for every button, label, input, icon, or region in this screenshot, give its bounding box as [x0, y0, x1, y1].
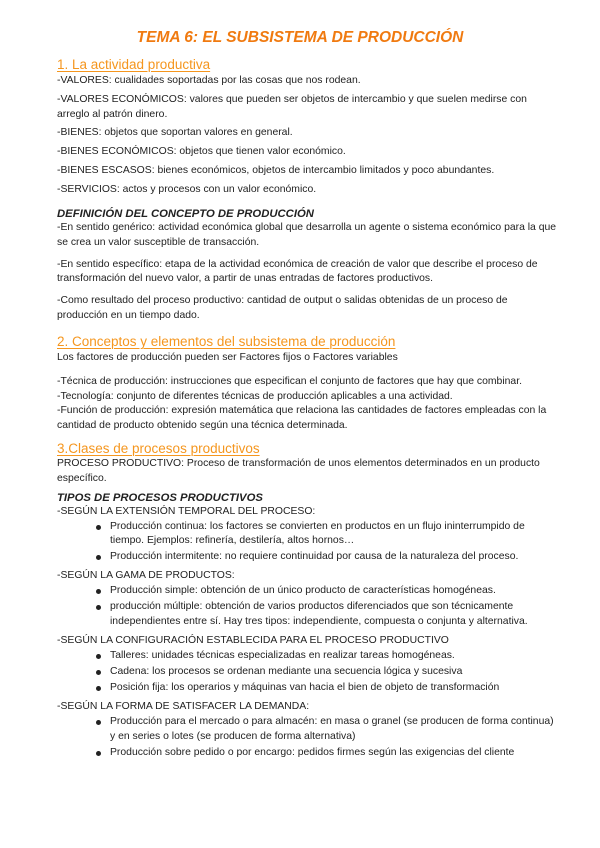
list-item: -Tecnología: conjunto de diferentes técnicas de producción aplicables a una actividad.: [57, 390, 453, 402]
group-label: -SEGÚN LA FORMA DE SATISFACER LA DEMANDA:: [57, 701, 310, 713]
bullet-item: Producción sobre pedido o por encargo: pedidos firmes según las exigencias del cliente: [110, 746, 557, 760]
section-3-intro: PROCESO PRODUCTIVO: Proceso de transformación de unos elementos determinados en un producto específico.: [57, 458, 540, 484]
list-item: -BIENES: objetos que soportan valores en general.: [57, 127, 293, 139]
bullet-item: Cadena: los procesos se ordenan mediante una secuencia lógica y sucesiva: [110, 665, 557, 679]
list-item: -Función de producción: expresión matemática que relaciona las cantidades de factores empleadas con la cantidad de producto obtenido según una técnica determinada.: [57, 405, 547, 432]
section-1-heading: 1. La actividad productiva: [57, 57, 211, 72]
page-title: TEMA 6: EL SUBSISTEMA DE PRODUCCIÓN: [136, 29, 464, 46]
list-item: -VALORES ECONÓMICOS: valores que pueden ser objetos de intercambio y que suelen medirse con arreglo al patrón dinero.: [57, 93, 527, 120]
bullet-list: [57, 715, 557, 760]
bullet-list: [57, 584, 557, 629]
section-1: [57, 57, 557, 198]
section-2-intro: Los factores de producción pueden ser Factores fijos o Factores variables: [57, 352, 398, 363]
group-label: -SEGÚN LA CONFIGURACIÓN ESTABLECIDA PARA EL PROCESO PRODUCTIVO: [57, 634, 449, 646]
section-3: [57, 441, 557, 762]
section-2-heading: 2. Conceptos y elementos del subsistema de producción: [57, 334, 396, 349]
bullet-list: [57, 520, 557, 565]
bullet-item: Producción continua: los factores se convierten en productos en un flujo ininterrumpido de tiempo. Ejemplos: refinería, destilería, altos hornos…: [110, 520, 557, 548]
section-2: [57, 334, 557, 434]
list-item: -Técnica de producción: instrucciones que especifican el conjunto de factores que hay que combinar.: [57, 375, 522, 387]
bullet-list: [57, 649, 557, 696]
bullet-item: Talleres: unidades técnicas especializadas en realizar tareas homogéneas.: [110, 649, 557, 663]
definition-item: -En sentido específico: etapa de la actividad económica de creación de valor que describe el proceso de transformación del nuevo valor, a partir de unas entradas de factores productivos.: [57, 258, 538, 285]
definition-heading: DEFINICIÓN DEL CONCEPTO DE PRODUCCIÓN: [57, 208, 314, 220]
section-3-heading: 3.Clases de procesos productivos: [57, 441, 260, 456]
definition-item: -Como resultado del proceso productivo: cantidad de output o salidas obtenidas de un proceso de producción en un tiempo dado.: [57, 295, 508, 321]
list-item: -BIENES ECONÓMICOS: objetos que tienen valor económico.: [57, 146, 346, 158]
types-heading: TIPOS DE PROCESOS PRODUCTIVOS: [57, 491, 263, 504]
definition-item: -En sentido genérico: actividad económica global que desarrolla un agente o sistema económico para la que se crea un valor susceptible de transacción.: [57, 222, 557, 248]
list-item: -BIENES ESCASOS: bienes económicos, objetos de intercambio limitados y poco abundantes.: [57, 164, 495, 176]
group-label: -SEGÚN LA EXTENSIÓN TEMPORAL DEL PROCESO:: [57, 505, 316, 517]
bullet-item: Posición fija: los operarios y máquinas van hacia el bien de objeto de transformación: [110, 681, 557, 695]
list-item: -SERVICIOS: actos y procesos con un valor económico.: [57, 183, 317, 195]
bullet-item: Producción para el mercado o para almacén: en masa o granel (se producen de forma continua) y en series o lotes (se producen de forma alternativa): [110, 715, 557, 743]
bullet-item: Producción simple: obtención de un único producto de características homogéneas.: [110, 584, 557, 598]
bullet-item: producción múltiple: obtención de varios productos diferenciados que son técnicamente independientes entre sí. Hay tres tipos: independiente, compuesta o conjunta y alternativa.: [110, 600, 557, 628]
group-label: -SEGÚN LA GAMA DE PRODUCTOS:: [57, 570, 235, 582]
list-item: -VALORES: cualidades soportadas por las cosas que nos rodean.: [57, 75, 361, 86]
definition-block: [57, 207, 557, 324]
bullet-item: Producción intermitente: no requiere continuidad por causa de la naturaleza del proceso.: [110, 550, 557, 564]
